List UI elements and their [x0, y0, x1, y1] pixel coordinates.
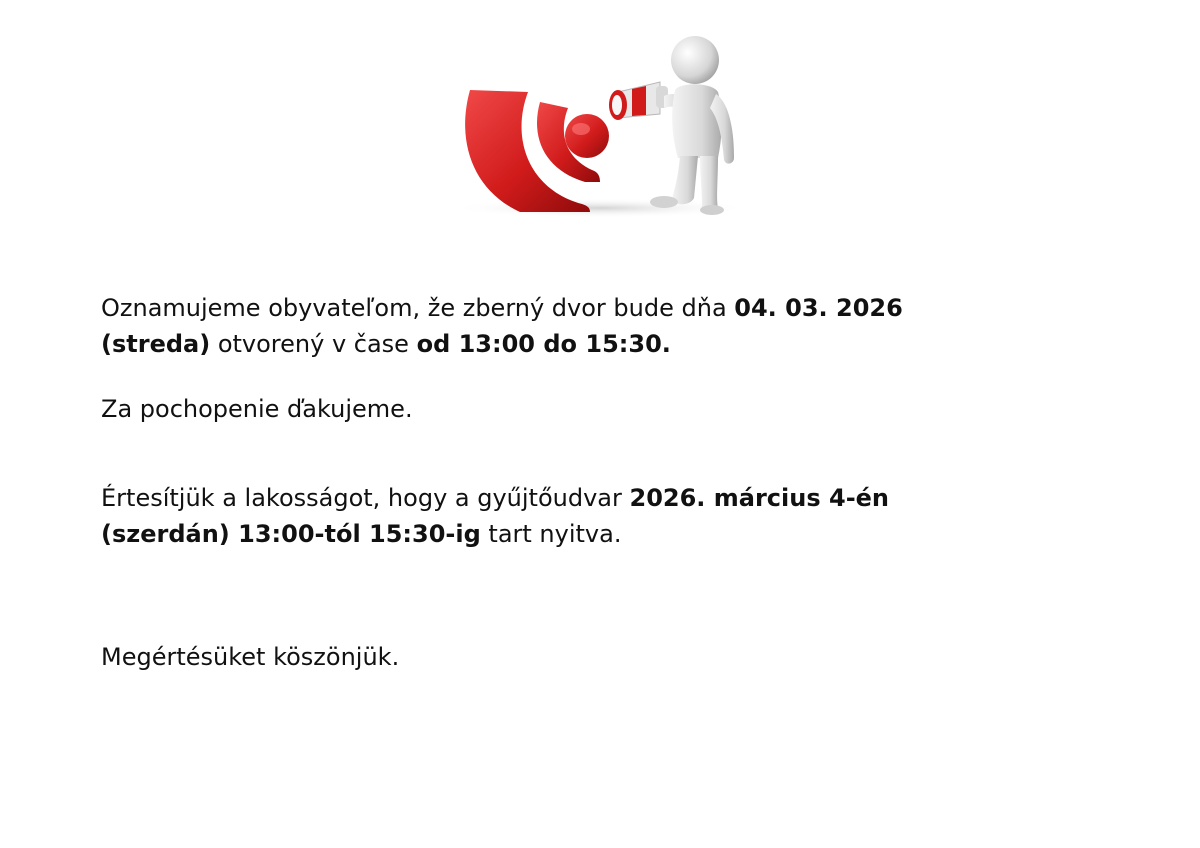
notice-hungarian: [101, 480, 1101, 552]
notice-slovak: [101, 290, 1101, 362]
notice-slovak-weekday: (streda): [101, 330, 211, 358]
notice-hungarian-hours: (szerdán) 13:00-tól 15:30-ig: [101, 520, 481, 548]
announcement-illustration: [450, 30, 760, 220]
notice-hungarian-line-1: Értesítjük a lakosságot, hogy a gyűjtőudvar 2026. március 4-én: [101, 484, 890, 512]
thanks-hungarian: Megértésüket köszönjük.: [101, 643, 400, 671]
notice-hungarian-line-2: (szerdán) 13:00-tól 15:30-ig tart nyitva.: [101, 520, 622, 548]
notice-slovak-line-2: (streda) otvorený v čase od 13:00 do 15:30.: [101, 330, 671, 358]
notice-slovak-line-1: Oznamujeme obyvateľom, že zberný dvor bude dňa 04. 03. 2026: [101, 294, 903, 322]
megaphone-figure-icon: [450, 30, 760, 220]
notice-slovak-date: 04. 03. 2026: [734, 294, 903, 322]
thanks-slovak: Za pochopenie ďakujeme.: [101, 395, 413, 423]
notice-slovak-hours: od 13:00 do 15:30.: [416, 330, 671, 358]
notice-hungarian-date: 2026. március 4-én: [629, 484, 890, 512]
